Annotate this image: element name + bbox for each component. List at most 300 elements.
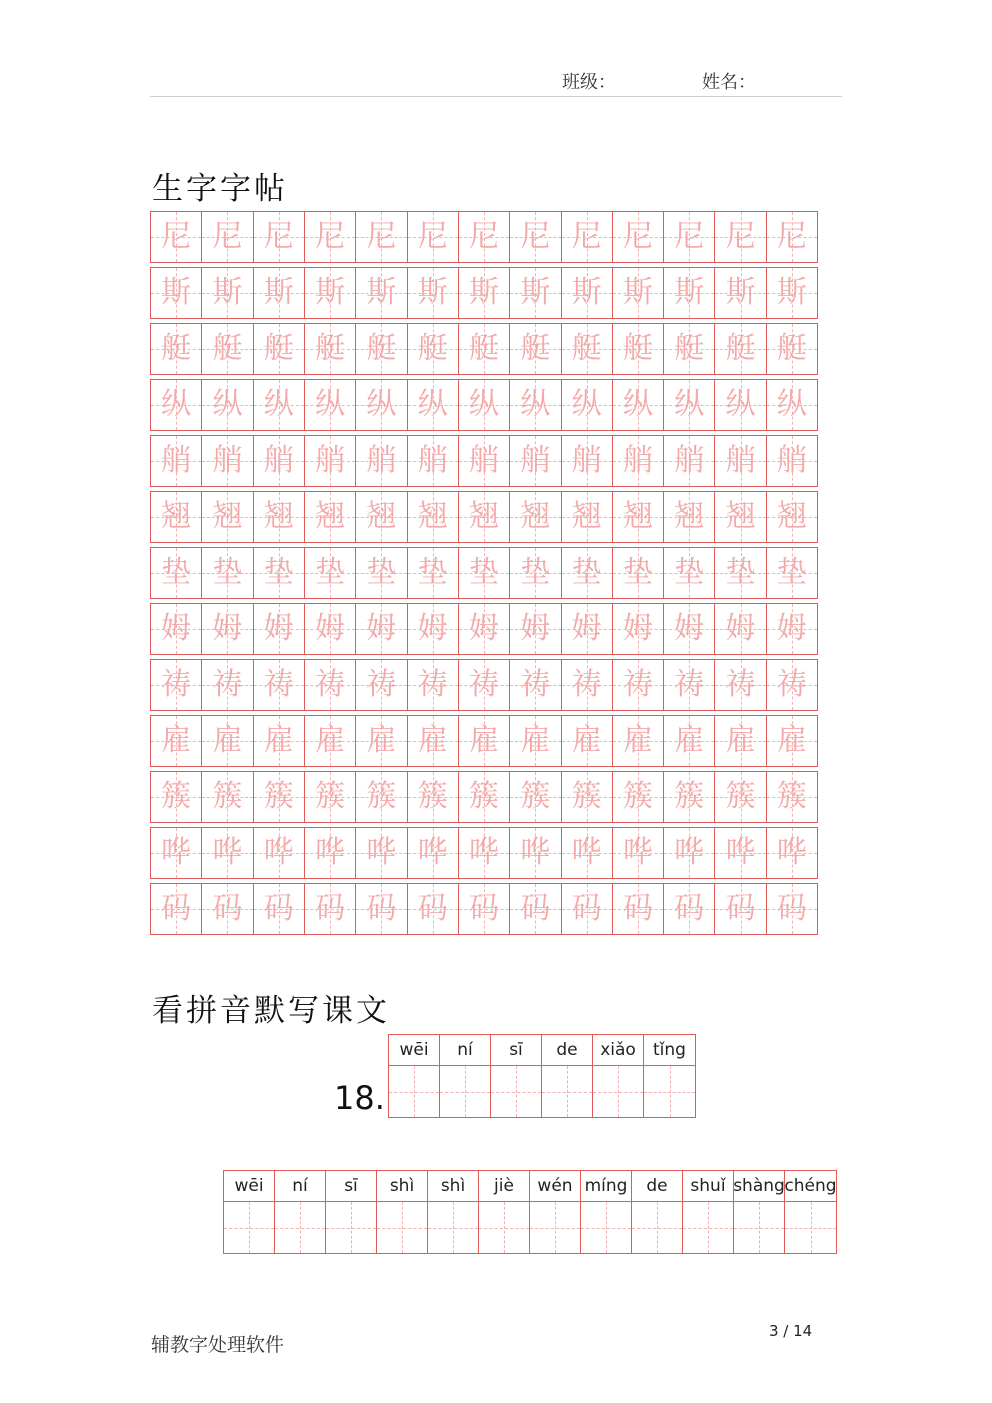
- writing-box[interactable]: [785, 1202, 836, 1253]
- tian-grid-cell[interactable]: [664, 268, 715, 318]
- tian-grid-cell[interactable]: [613, 548, 664, 598]
- tian-grid-cell[interactable]: [202, 268, 253, 318]
- tian-grid-cell[interactable]: [151, 660, 202, 710]
- pinyin-cell: [530, 1171, 581, 1253]
- trace-character: 姆: [622, 611, 653, 646]
- pinyin-label: xiǎo: [593, 1035, 643, 1066]
- tian-grid-cell[interactable]: [356, 324, 407, 374]
- tian-grid-cell[interactable]: [767, 548, 817, 598]
- tian-grid-cell[interactable]: [151, 380, 202, 430]
- tian-grid-cell[interactable]: [459, 268, 510, 318]
- tian-grid-cell[interactable]: [356, 492, 407, 542]
- tian-grid-cell[interactable]: [664, 660, 715, 710]
- tian-grid-cell[interactable]: [408, 828, 459, 878]
- trace-character: 哗: [161, 835, 192, 870]
- tian-grid-cell[interactable]: [151, 436, 202, 486]
- trace-character: 艇: [520, 331, 551, 366]
- trace-character: 雇: [417, 723, 448, 758]
- tian-grid-cell[interactable]: [510, 604, 561, 654]
- trace-character: 垫: [366, 555, 397, 590]
- trace-character: 艄: [571, 443, 602, 478]
- trace-character: 姆: [571, 611, 602, 646]
- tian-grid-cell[interactable]: [305, 828, 356, 878]
- trace-character: 祷: [622, 667, 653, 702]
- tian-grid-cell[interactable]: [151, 548, 202, 598]
- tian-grid-cell[interactable]: [664, 716, 715, 766]
- writing-box[interactable]: [275, 1202, 325, 1253]
- writing-box[interactable]: [326, 1202, 376, 1253]
- tian-grid-cell[interactable]: [664, 436, 715, 486]
- trace-character: 哗: [366, 835, 397, 870]
- tian-grid-cell[interactable]: [202, 380, 253, 430]
- trace-character: 艄: [674, 443, 705, 478]
- tian-grid-cell[interactable]: [356, 660, 407, 710]
- tian-grid-cell[interactable]: [202, 828, 253, 878]
- tian-grid-cell[interactable]: [459, 436, 510, 486]
- trace-character: 码: [366, 891, 397, 926]
- tian-grid-cell[interactable]: [510, 716, 561, 766]
- tian-grid-cell[interactable]: [562, 212, 613, 262]
- tian-grid-cell[interactable]: [408, 716, 459, 766]
- tian-grid-cell[interactable]: [408, 772, 459, 822]
- tian-grid-cell[interactable]: [151, 604, 202, 654]
- trace-character: 翘: [776, 499, 807, 534]
- tian-grid-cell[interactable]: [767, 436, 817, 486]
- tian-grid-cell[interactable]: [767, 884, 817, 934]
- trace-character: 姆: [725, 611, 756, 646]
- writing-box[interactable]: [224, 1202, 274, 1253]
- pinyin-label: jiè: [479, 1171, 529, 1202]
- tian-grid-cell[interactable]: [715, 828, 766, 878]
- trace-character: 尼: [776, 219, 807, 254]
- tian-grid-cell[interactable]: [305, 548, 356, 598]
- trace-character: 艄: [622, 443, 653, 478]
- tian-grid-cell[interactable]: [510, 548, 561, 598]
- tian-grid-cell[interactable]: [459, 716, 510, 766]
- trace-character: 码: [674, 891, 705, 926]
- trace-character: 艄: [366, 443, 397, 478]
- tian-grid-cell[interactable]: [408, 884, 459, 934]
- trace-character: 翘: [161, 499, 192, 534]
- tian-grid-cell[interactable]: [767, 268, 817, 318]
- tian-grid-cell[interactable]: [664, 884, 715, 934]
- trace-character: 纵: [161, 387, 192, 422]
- tian-grid-cell[interactable]: [613, 604, 664, 654]
- trace-character: 哗: [315, 835, 346, 870]
- tian-grid-cell[interactable]: [613, 436, 664, 486]
- pinyin-cell: [389, 1035, 440, 1117]
- trace-character: 尼: [315, 219, 346, 254]
- tian-grid-cell[interactable]: [562, 548, 613, 598]
- tian-grid-cell[interactable]: [254, 548, 305, 598]
- tian-grid-cell[interactable]: [767, 212, 817, 262]
- tian-grid-cell[interactable]: [408, 212, 459, 262]
- tian-grid-cell[interactable]: [613, 772, 664, 822]
- tian-grid-cell[interactable]: [510, 436, 561, 486]
- tian-grid-cell[interactable]: [510, 492, 561, 542]
- tian-grid-cell[interactable]: [562, 828, 613, 878]
- tian-grid-cell[interactable]: [254, 772, 305, 822]
- tian-grid-cell[interactable]: [459, 548, 510, 598]
- tian-grid-cell[interactable]: [254, 380, 305, 430]
- trace-character: 艇: [417, 331, 448, 366]
- trace-character: 垫: [674, 555, 705, 590]
- trace-character: 哗: [776, 835, 807, 870]
- trace-character: 雇: [674, 723, 705, 758]
- tian-grid-cell[interactable]: [254, 660, 305, 710]
- tian-grid-cell[interactable]: [408, 604, 459, 654]
- trace-character: 斯: [417, 275, 448, 310]
- trace-character: 艇: [263, 331, 294, 366]
- tian-grid-cell[interactable]: [664, 324, 715, 374]
- writing-box[interactable]: [428, 1202, 478, 1253]
- tian-grid-cell[interactable]: [151, 268, 202, 318]
- tian-grid-cell[interactable]: [715, 324, 766, 374]
- tian-grid-cell[interactable]: [305, 436, 356, 486]
- pinyin-label: chéng: [785, 1171, 836, 1202]
- tian-grid-cell[interactable]: [151, 324, 202, 374]
- tian-grid-cell[interactable]: [459, 492, 510, 542]
- trace-character: 纵: [212, 387, 243, 422]
- pinyin-cell: [785, 1171, 836, 1253]
- tian-grid-cell[interactable]: [408, 436, 459, 486]
- trace-character: 尼: [571, 219, 602, 254]
- tian-grid-cell[interactable]: [305, 324, 356, 374]
- trace-character: 垫: [571, 555, 602, 590]
- tian-grid-cell[interactable]: [664, 548, 715, 598]
- tian-grid-cell[interactable]: [664, 212, 715, 262]
- trace-character: 纵: [622, 387, 653, 422]
- tian-grid-cell[interactable]: [767, 380, 817, 430]
- trace-character: 码: [622, 891, 653, 926]
- tian-grid-cell[interactable]: [613, 828, 664, 878]
- trace-character: 纵: [315, 387, 346, 422]
- trace-character: 斯: [776, 275, 807, 310]
- trace-character: 翘: [725, 499, 756, 534]
- tian-grid-cell[interactable]: [562, 660, 613, 710]
- tian-grid-cell[interactable]: [254, 212, 305, 262]
- tian-grid-cell[interactable]: [305, 492, 356, 542]
- tian-grid-cell[interactable]: [664, 604, 715, 654]
- trace-character: 垫: [520, 555, 551, 590]
- trace-character: 垫: [469, 555, 500, 590]
- pinyin-label: ní: [275, 1171, 325, 1202]
- tian-grid-cell[interactable]: [202, 436, 253, 486]
- tian-grid-cell[interactable]: [202, 324, 253, 374]
- trace-character: 斯: [571, 275, 602, 310]
- trace-character: 斯: [622, 275, 653, 310]
- section-title-dictation: 看拼音默写课文: [152, 993, 390, 1029]
- writing-box[interactable]: [581, 1202, 631, 1253]
- trace-character: 簇: [776, 779, 807, 814]
- tian-grid-cell[interactable]: [767, 660, 817, 710]
- trace-character: 簇: [315, 779, 346, 814]
- trace-character: 翘: [622, 499, 653, 534]
- tian-grid-cell[interactable]: [356, 436, 407, 486]
- tian-grid-cell[interactable]: [305, 884, 356, 934]
- tian-grid-cell[interactable]: [562, 604, 613, 654]
- tian-grid-cell[interactable]: [613, 268, 664, 318]
- pinyin-label: míng: [581, 1171, 631, 1202]
- tian-grid-cell[interactable]: [715, 492, 766, 542]
- trace-character: 雇: [571, 723, 602, 758]
- tian-grid-cell[interactable]: [562, 436, 613, 486]
- tian-grid-cell[interactable]: [510, 884, 561, 934]
- trace-character: 雇: [776, 723, 807, 758]
- trace-character: 艇: [622, 331, 653, 366]
- pinyin-cell: [542, 1035, 593, 1117]
- pinyin-label: de: [542, 1035, 592, 1066]
- tian-grid-cell[interactable]: [767, 492, 817, 542]
- writing-box[interactable]: [644, 1066, 695, 1117]
- tian-grid-cell[interactable]: [305, 212, 356, 262]
- tian-grid-cell[interactable]: [254, 436, 305, 486]
- trace-character: 纵: [674, 387, 705, 422]
- tian-grid-cell[interactable]: [254, 604, 305, 654]
- tian-grid-cell[interactable]: [459, 380, 510, 430]
- pinyin-label: shì: [428, 1171, 478, 1202]
- trace-character: 斯: [674, 275, 705, 310]
- tian-grid-cell[interactable]: [459, 212, 510, 262]
- tian-grid-cell[interactable]: [254, 268, 305, 318]
- tian-grid-cell[interactable]: [408, 380, 459, 430]
- tian-grid-cell[interactable]: [408, 268, 459, 318]
- tian-grid-cell[interactable]: [510, 828, 561, 878]
- char-row: [150, 211, 818, 263]
- tian-grid-cell[interactable]: [613, 660, 664, 710]
- tian-grid-cell[interactable]: [664, 828, 715, 878]
- trace-character: 尼: [520, 219, 551, 254]
- tian-grid-cell[interactable]: [715, 660, 766, 710]
- tian-grid-cell[interactable]: [510, 212, 561, 262]
- tian-grid-cell[interactable]: [356, 604, 407, 654]
- tian-grid-cell[interactable]: [202, 492, 253, 542]
- tian-grid-cell[interactable]: [356, 380, 407, 430]
- writing-box[interactable]: [542, 1066, 592, 1117]
- trace-character: 垫: [263, 555, 294, 590]
- tian-grid-cell[interactable]: [767, 828, 817, 878]
- trace-character: 斯: [469, 275, 500, 310]
- tian-grid-cell[interactable]: [613, 324, 664, 374]
- tian-grid-cell[interactable]: [715, 548, 766, 598]
- trace-character: 艄: [520, 443, 551, 478]
- tian-grid-cell[interactable]: [613, 212, 664, 262]
- tian-grid-cell[interactable]: [715, 884, 766, 934]
- tian-grid-cell[interactable]: [767, 604, 817, 654]
- tian-grid-cell[interactable]: [356, 828, 407, 878]
- tian-grid-cell[interactable]: [305, 772, 356, 822]
- pinyin-cell: [326, 1171, 377, 1253]
- trace-character: 祷: [366, 667, 397, 702]
- trace-character: 哗: [212, 835, 243, 870]
- tian-grid-cell[interactable]: [767, 772, 817, 822]
- tian-grid-cell[interactable]: [305, 380, 356, 430]
- pinyin-cell: [491, 1035, 542, 1117]
- tian-grid-cell[interactable]: [613, 716, 664, 766]
- trace-character: 雇: [622, 723, 653, 758]
- tian-grid-cell[interactable]: [202, 772, 253, 822]
- tian-grid-cell[interactable]: [767, 324, 817, 374]
- tian-grid-cell[interactable]: [151, 884, 202, 934]
- tian-grid-cell[interactable]: [151, 772, 202, 822]
- writing-box[interactable]: [491, 1066, 541, 1117]
- trace-character: 码: [725, 891, 756, 926]
- trace-character: 哗: [674, 835, 705, 870]
- tian-grid-cell[interactable]: [510, 660, 561, 710]
- trace-character: 姆: [469, 611, 500, 646]
- trace-character: 斯: [263, 275, 294, 310]
- tian-grid-cell[interactable]: [305, 660, 356, 710]
- tian-grid-cell[interactable]: [408, 548, 459, 598]
- tian-grid-cell[interactable]: [202, 604, 253, 654]
- pinyin-label: ní: [440, 1035, 490, 1066]
- tian-grid-cell[interactable]: [715, 212, 766, 262]
- tian-grid-cell[interactable]: [459, 884, 510, 934]
- tian-grid-cell[interactable]: [459, 772, 510, 822]
- tian-grid-cell[interactable]: [305, 268, 356, 318]
- tian-grid-cell[interactable]: [459, 324, 510, 374]
- writing-box[interactable]: [530, 1202, 580, 1253]
- char-row: [150, 323, 818, 375]
- trace-character: 祷: [212, 667, 243, 702]
- pinyin-label: wēi: [389, 1035, 439, 1066]
- tian-grid-cell[interactable]: [715, 268, 766, 318]
- trace-character: 艇: [366, 331, 397, 366]
- tian-grid-cell[interactable]: [254, 324, 305, 374]
- tian-grid-cell[interactable]: [459, 660, 510, 710]
- pinyin-dictation-line-2: [223, 1170, 837, 1254]
- tian-grid-cell[interactable]: [151, 212, 202, 262]
- tian-grid-cell[interactable]: [510, 380, 561, 430]
- tian-grid-cell[interactable]: [613, 380, 664, 430]
- tian-grid-cell[interactable]: [715, 716, 766, 766]
- tian-grid-cell[interactable]: [510, 772, 561, 822]
- tian-grid-cell[interactable]: [254, 716, 305, 766]
- tian-grid-cell[interactable]: [562, 324, 613, 374]
- tian-grid-cell[interactable]: [459, 604, 510, 654]
- writing-box[interactable]: [593, 1066, 643, 1117]
- tian-grid-cell[interactable]: [408, 324, 459, 374]
- tian-grid-cell[interactable]: [202, 660, 253, 710]
- trace-character: 雇: [725, 723, 756, 758]
- trace-character: 纵: [520, 387, 551, 422]
- tian-grid-cell[interactable]: [151, 716, 202, 766]
- tian-grid-cell[interactable]: [202, 716, 253, 766]
- tian-grid-cell[interactable]: [356, 884, 407, 934]
- tian-grid-cell[interactable]: [562, 380, 613, 430]
- tian-grid-cell[interactable]: [356, 548, 407, 598]
- writing-box[interactable]: [440, 1066, 490, 1117]
- tian-grid-cell[interactable]: [664, 772, 715, 822]
- trace-character: 祷: [315, 667, 346, 702]
- trace-character: 艇: [315, 331, 346, 366]
- trace-character: 码: [212, 891, 243, 926]
- tian-grid-cell[interactable]: [305, 604, 356, 654]
- tian-grid-cell[interactable]: [254, 828, 305, 878]
- trace-character: 哗: [263, 835, 294, 870]
- trace-character: 码: [469, 891, 500, 926]
- trace-character: 簇: [366, 779, 397, 814]
- trace-character: 祷: [417, 667, 448, 702]
- trace-character: 雇: [212, 723, 243, 758]
- tian-grid-cell[interactable]: [715, 380, 766, 430]
- tian-grid-cell[interactable]: [151, 828, 202, 878]
- trace-character: 翘: [263, 499, 294, 534]
- tian-grid-cell[interactable]: [510, 268, 561, 318]
- pinyin-label: wēi: [224, 1171, 274, 1202]
- tian-grid-cell[interactable]: [562, 772, 613, 822]
- tian-grid-cell[interactable]: [356, 268, 407, 318]
- writing-box[interactable]: [377, 1202, 427, 1253]
- trace-character: 码: [776, 891, 807, 926]
- trace-character: 姆: [161, 611, 192, 646]
- trace-character: 姆: [212, 611, 243, 646]
- tian-grid-cell[interactable]: [715, 604, 766, 654]
- trace-character: 祷: [469, 667, 500, 702]
- trace-character: 尼: [417, 219, 448, 254]
- trace-character: 纵: [469, 387, 500, 422]
- tian-grid-cell[interactable]: [562, 492, 613, 542]
- tian-grid-cell[interactable]: [408, 660, 459, 710]
- tian-grid-cell[interactable]: [356, 772, 407, 822]
- tian-grid-cell[interactable]: [202, 212, 253, 262]
- trace-character: 斯: [212, 275, 243, 310]
- pinyin-cell: [683, 1171, 734, 1253]
- tian-grid-cell[interactable]: [562, 268, 613, 318]
- tian-grid-cell[interactable]: [254, 884, 305, 934]
- tian-grid-cell[interactable]: [715, 772, 766, 822]
- pinyin-label: wén: [530, 1171, 580, 1202]
- tian-grid-cell[interactable]: [562, 884, 613, 934]
- writing-box[interactable]: [734, 1202, 784, 1253]
- trace-character: 码: [571, 891, 602, 926]
- tian-grid-cell[interactable]: [767, 716, 817, 766]
- trace-character: 尼: [622, 219, 653, 254]
- tian-grid-cell[interactable]: [510, 324, 561, 374]
- tian-grid-cell[interactable]: [151, 492, 202, 542]
- tian-grid-cell[interactable]: [562, 716, 613, 766]
- writing-box[interactable]: [479, 1202, 529, 1253]
- trace-character: 尼: [366, 219, 397, 254]
- tian-grid-cell[interactable]: [305, 716, 356, 766]
- writing-box[interactable]: [632, 1202, 682, 1253]
- tian-grid-cell[interactable]: [356, 212, 407, 262]
- footer-software-name: 辅教字处理软件: [151, 1334, 285, 1356]
- tian-grid-cell[interactable]: [613, 492, 664, 542]
- tian-grid-cell[interactable]: [613, 884, 664, 934]
- tian-grid-cell[interactable]: [715, 436, 766, 486]
- writing-box[interactable]: [389, 1066, 439, 1117]
- tian-grid-cell[interactable]: [202, 884, 253, 934]
- writing-box[interactable]: [683, 1202, 733, 1253]
- trace-character: 簇: [622, 779, 653, 814]
- tian-grid-cell[interactable]: [664, 380, 715, 430]
- tian-grid-cell[interactable]: [254, 492, 305, 542]
- trace-character: 码: [520, 891, 551, 926]
- tian-grid-cell[interactable]: [408, 492, 459, 542]
- tian-grid-cell[interactable]: [664, 492, 715, 542]
- tian-grid-cell[interactable]: [202, 548, 253, 598]
- pinyin-cell: [644, 1035, 695, 1117]
- trace-character: 雇: [161, 723, 192, 758]
- trace-character: 簇: [417, 779, 448, 814]
- trace-character: 簇: [212, 779, 243, 814]
- tian-grid-cell[interactable]: [356, 716, 407, 766]
- char-row: [150, 379, 818, 431]
- trace-character: 艄: [776, 443, 807, 478]
- trace-character: 雇: [520, 723, 551, 758]
- tian-grid-cell[interactable]: [459, 828, 510, 878]
